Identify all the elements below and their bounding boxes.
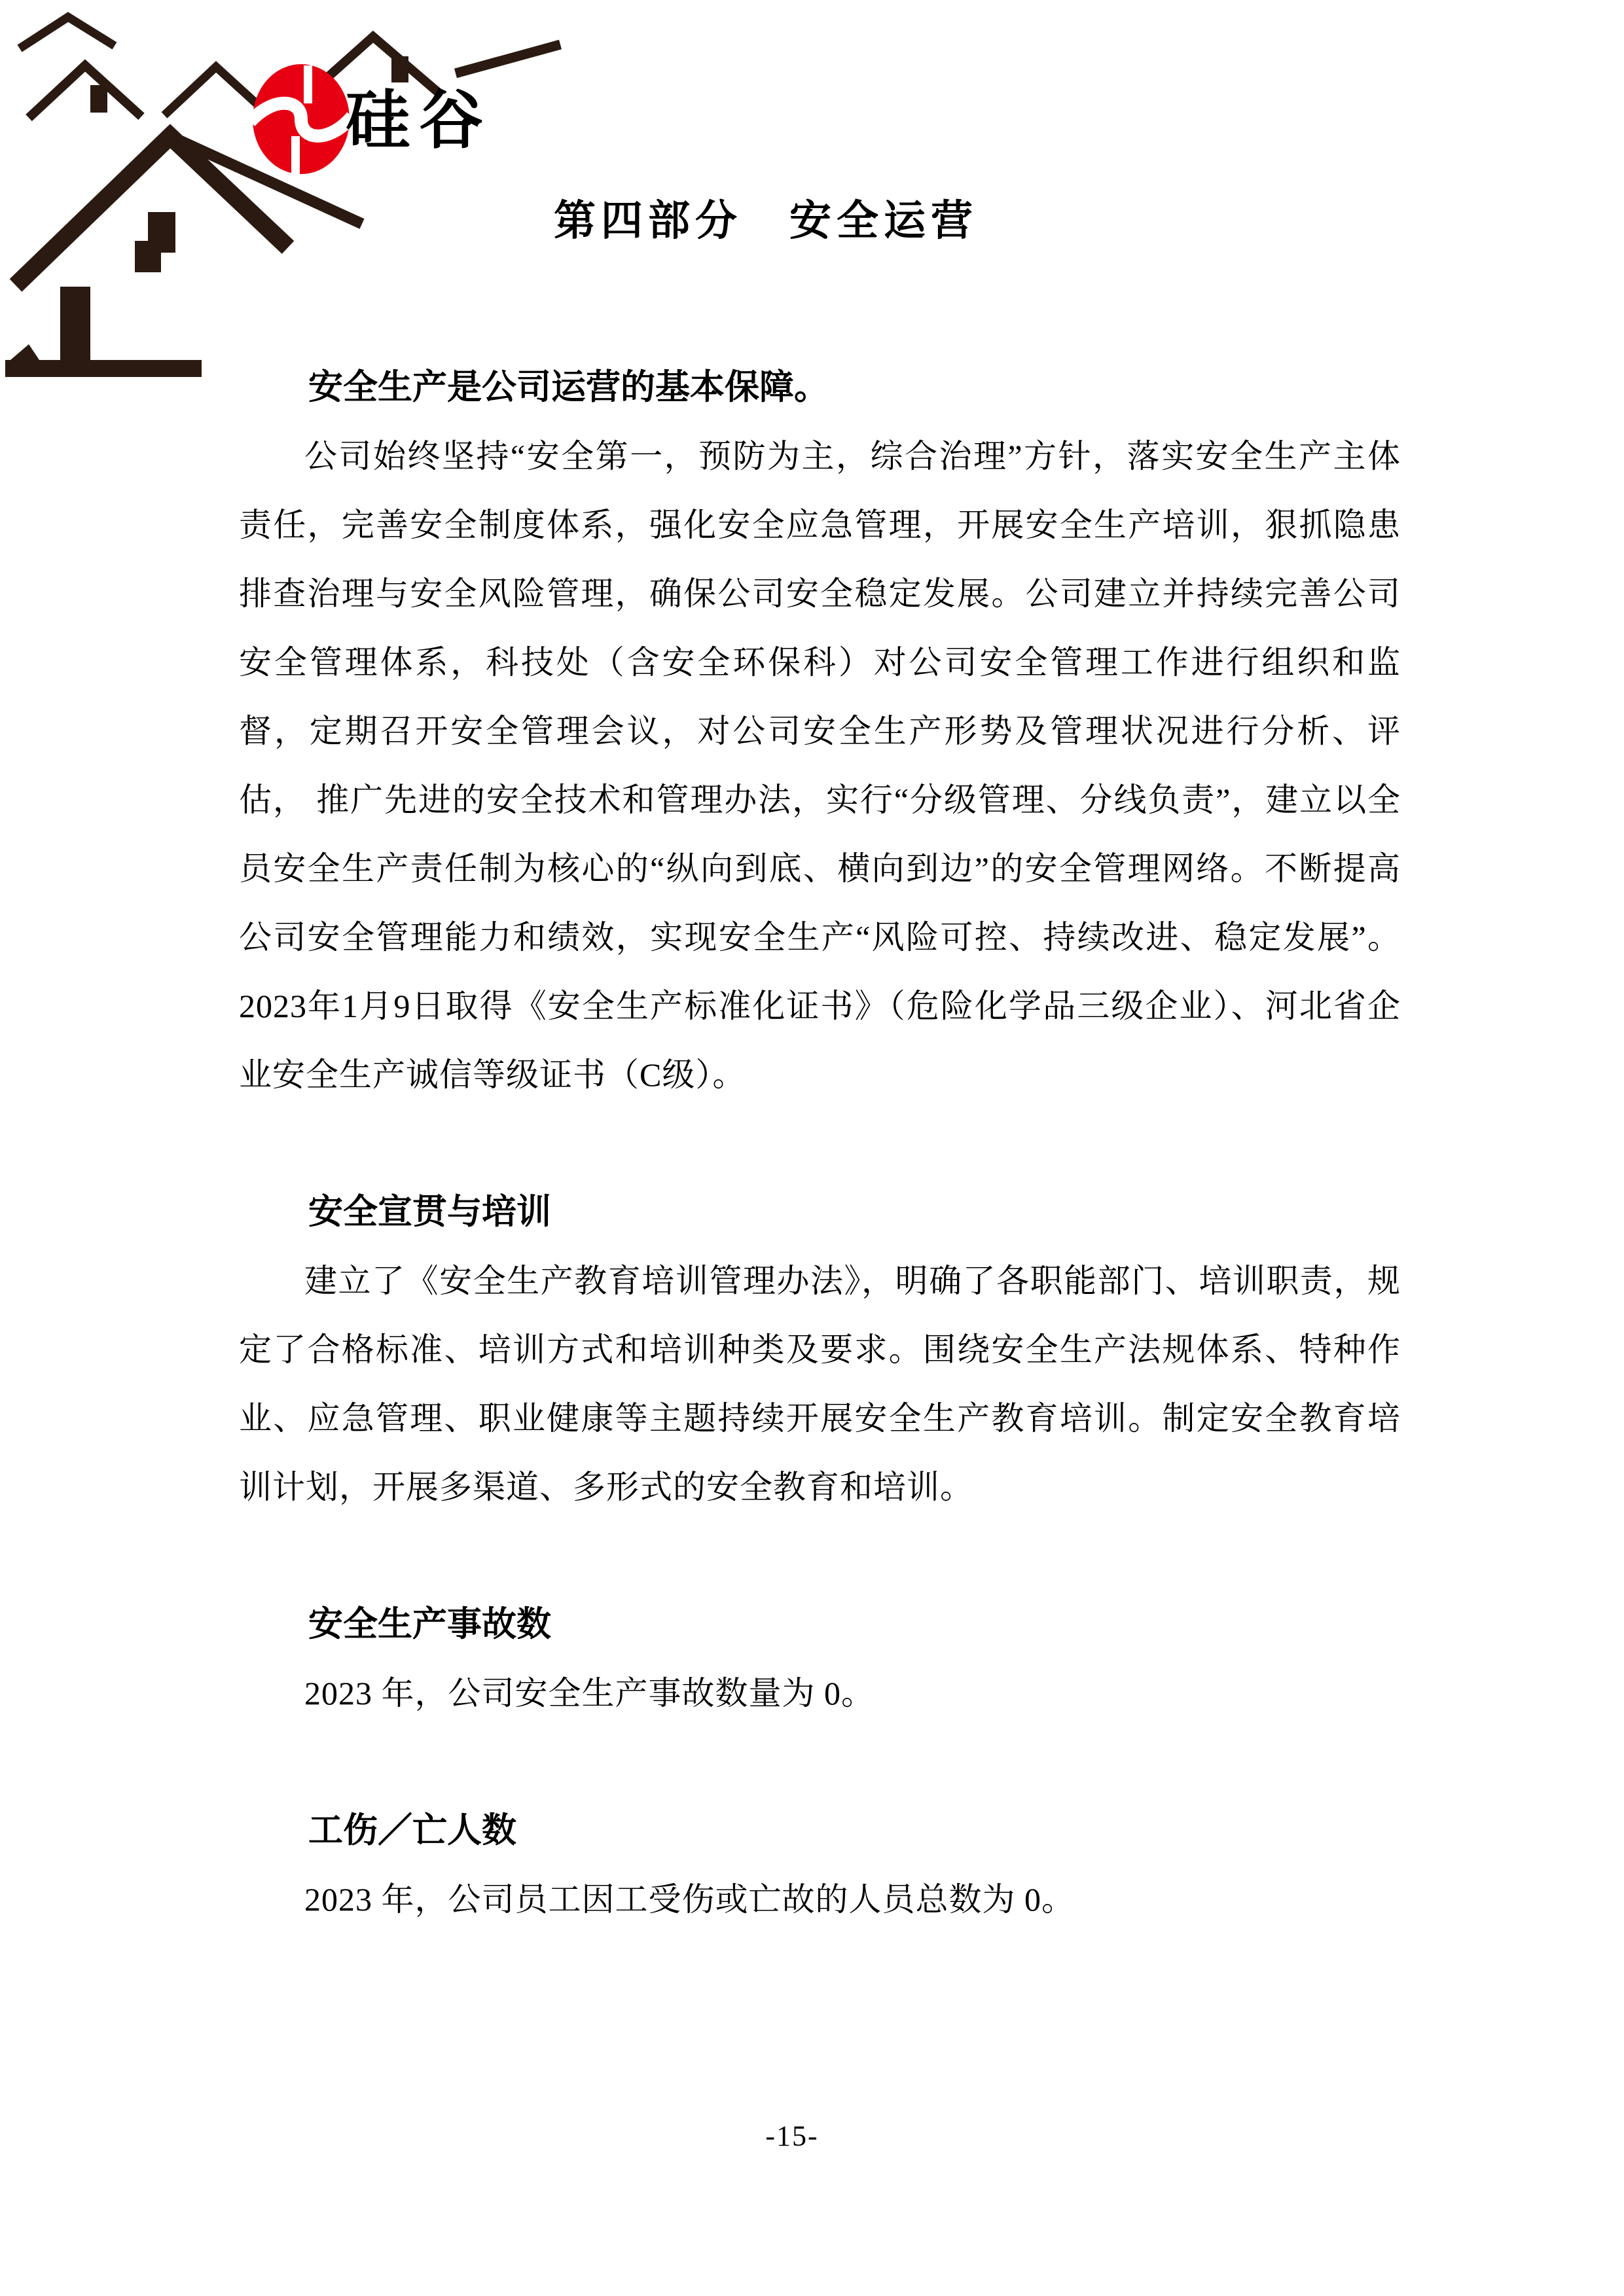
body-paragraph: 建立了《安全生产教育培训管理办法》，明确了各职能部门、培训职责，规定了合格标准、培训方式和培训种类及要求。围绕安全生产法规体系、特种作业、应急管理、职业健康等主题持续开展安全生产教育培训。制定安全教育培训计划，开展多渠道、多形式的安全教育和培训。: [239, 1263, 1401, 1505]
section-heading: 安全宣贯与培训: [308, 1193, 551, 1231]
section-heading: 安全生产事故数: [308, 1605, 551, 1643]
content: [239, 353, 1401, 1934]
lead-paragraph: 安全生产是公司运营的基本保障。: [308, 368, 829, 406]
emblem-icon: [250, 64, 352, 175]
page-number: -15-: [765, 2120, 819, 2152]
body-paragraph: 2023 年，公司安全生产事故数量为 0。: [304, 1675, 875, 1712]
body-paragraph: 公司始终坚持“安全第一，预防为主，综合治理”方针，落实安全生产主体责任，完善安全制度体系，强化安全应急管理，开展安全生产培训，狠抓隐患排查治理与安全风险管理，确保公司安全稳定发展。公司建立并持续完善公司安全管理体系，科技处（含安全环保科）对公司安全管理工作进行组织和监督，定期召开安全管理会议，对公司安全生产形势及管理状况进行分析、评估， 推广先进的安全技术和管理办法，实行“分级管理、分线负责”，建立以全员安全生产责任制为核心的“纵向到底、横向到边”的安全管理网络。不断提高公司安全管理能力和绩效，实现安全生产“风险可控、持续改进、稳定发展”。2023年1月9日取得《安全生产标准化证书》（危险化学品三级企业）、河北省企业安全生产诚信等级证书（C级）。: [239, 438, 1401, 1093]
page-title: 第四部分 安全运营: [554, 197, 978, 244]
section-heading: 工伤／亡人数: [308, 1812, 516, 1850]
brand-text: 硅谷: [346, 84, 493, 156]
body-paragraph: 2023 年，公司员工因工受伤或亡故的人员总数为 0。: [304, 1881, 1075, 1918]
